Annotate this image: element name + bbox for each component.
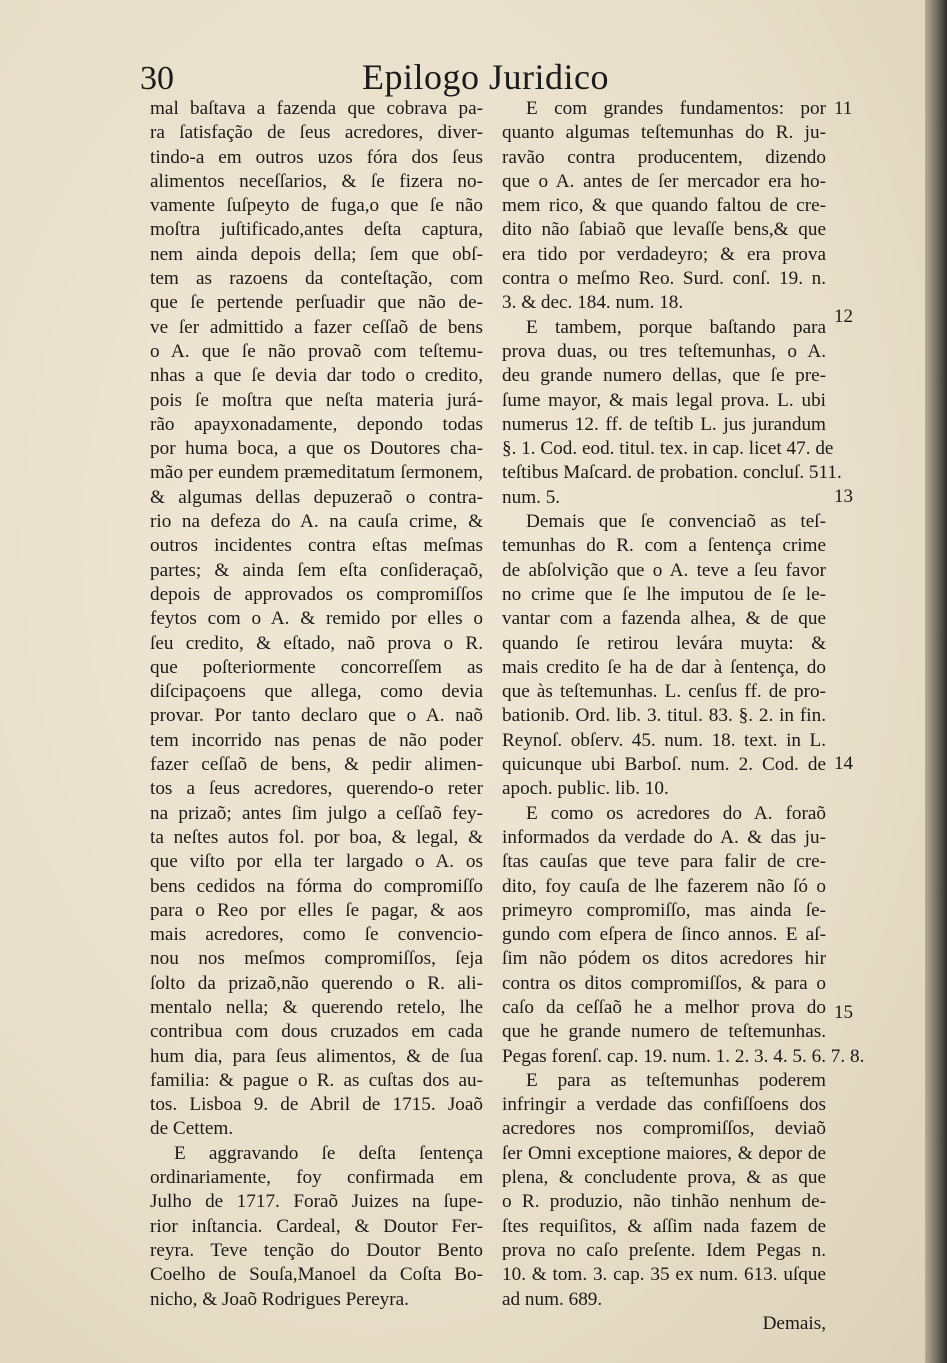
text-line: primeyro compromiſſo, mas ainda ſe- [502,899,826,921]
running-title: Epilogo Juridico [362,57,609,97]
text-line: ſim não pódem os ditos acredores hir [502,948,826,970]
text-line: hum dia, para ſeus alimentos, & de ſua [150,1045,483,1067]
text-line: mentalo nella; & querendo retelo, lhe [150,996,483,1018]
text-line: que ſe pertende perſuadir que não de- [150,292,483,314]
text-line: tem incorrido nas penas de não poder [150,729,483,751]
text-line: ſolto da prizaõ,não querendo o R. ali- [150,972,483,994]
text-line: Demais, [762,1312,826,1334]
text-line: teſtibus Maſcard. de probation. concluſ. 511. [502,462,842,484]
text-line: reyra. Teve tenção do Doutor Bento [150,1239,483,1261]
text-line: mão per eundem præmeditatum ſermonem, [150,462,483,484]
text-line: num. 5. [502,486,561,508]
text-line: ad num. 689. [502,1288,603,1310]
text-line: & algumas dellas depuzeraõ o contra- [150,486,483,508]
text-line: contra o meſmo Reo. Surd. conſ. 19. n. [502,268,826,290]
text-line: mais acredores, como ſe convencio- [150,924,483,946]
text-line: mais credito ſe ha de dar à ſentença, do [502,656,826,678]
text-line: familia: & pague o R. as cuſtas dos au- [150,1069,483,1091]
text-line: dito não ſabiaõ que levaſſe bens,& que [502,219,826,241]
text-line: nicho, & Joaõ Rodrigues Pereyra. [150,1288,409,1310]
text-line: para o Reo por elles ſe pagar, & aos [150,899,483,921]
text-line: de Cettem. [150,1118,234,1140]
text-line: depois de approvados os compromiſſos [150,583,483,605]
text-line: tos. Lisboa 9. de Abril de 1715. Joaõ [150,1094,483,1116]
text-line: mal baſtava a fazenda que cobrava pa- [150,98,483,119]
text-line: por huma boca, a que os Doutores cha- [150,438,483,460]
text-line: rão apayxonadamente, depondo todas [150,413,483,435]
text-line: Pegas forenſ. cap. 19. num. 1. 2. 3. 4. 5. 6. 7. 8. [502,1045,865,1067]
text-line: bationib. Ord. lib. 3. titul. 83. §. 2. in fin. [502,705,826,727]
text-line: ravão contra producentem, dizendo [502,146,826,168]
text-line: tindo-a em outros uzos fóra dos ſeus [150,146,483,168]
text-line: provar. Por tanto declaro que o A. naõ [150,705,483,727]
text-line: deu grande numero dellas, que ſe pre- [502,365,826,387]
marginal-number: 13 [834,486,853,507]
text-line: contribua com dous cruzados em cada [150,1021,483,1043]
left-column [150,97,483,1312]
text-line: dito, foy cauſa de lhe fazerem não ſó o [502,875,826,897]
text-line: era tido por verdadeyro; & era prova [502,243,826,265]
text-line: prova no caſo preſente. Idem Pegas n. [502,1239,826,1261]
text-line: 10. & tom. 3. cap. 35 ex num. 613. uſque [502,1264,826,1286]
text-line: ta neſtes autos fol. por boa, & legal, & [150,826,483,848]
page-edge [925,0,947,1363]
text-line: numerus 12. ff. de teſtib L. jus jurandum [502,413,826,435]
text-line: rio na defeza do A. na cauſa crime, & [150,511,483,533]
text-line: que poſteriormente concorreſſem as [150,656,483,678]
text-line: nou nos meſmos compromiſſos, ſeja [150,948,483,970]
text-line: caſo da ceſſaõ he a melhor prova do [502,996,826,1018]
text-line: Demais que ſe convenciaõ as teſ- [526,511,826,533]
text-line: na prizaõ; antes ſim julgo a ceſſaõ fey- [150,802,483,824]
text-line: o R. produzio, não tinhão nenhum de- [502,1191,826,1213]
text-line: alimentos neceſſarios, & ſe fizera no- [150,170,483,192]
text-line: prova duas, ou tres teſtemunhas, o A. [502,340,826,362]
marginal-number: 12 [834,306,853,327]
text-line: infringir a verdade das confiſſoens dos [502,1094,826,1116]
text-line: rior inſtancia. Cardeal, & Doutor Fer- [150,1215,483,1237]
text-line: no crime que ſe lhe imputou de ſe le- [502,583,826,605]
text-line: gundo com eſpera de ſinco annos. E aſ- [502,924,826,946]
text-line: diſcipaçoens que allega, como devia [150,681,483,703]
text-line: nhas a que ſe devia dar todo o credito, [150,365,483,387]
text-line: quando ſe retirou levára muyta: & [502,632,826,654]
text-line: temunhas do R. com a ſentença crime [502,535,826,557]
text-line: partes; & ainda ſem eſta conſideraçaõ, [150,559,483,581]
text-line: que às teſtemunhas. L. cenſus ff. de pro- [502,681,826,703]
text-line: quanto algumas teſtemunhas do R. ju- [502,122,826,144]
text-line: E como os acredores do A. foraõ [526,802,826,824]
marginal-number: 11 [834,98,853,119]
text-line: ve ſer admittido a fazer ceſſaõ de bens [150,316,483,338]
text-line: Reynoſ. obſerv. 45. num. 18. text. in L. [502,729,826,751]
text-line: E aggravando ſe deſta ſentença [174,1142,483,1164]
text-line: ordinariamente, foy confirmada em [150,1167,483,1189]
text-line: feytos com o A. & remido por elles o [150,608,483,630]
text-line: nem ainda depois della; ſem que obſ- [150,243,483,265]
text-line: ſeu credito, & eſtado, naõ prova o R. [150,632,483,654]
text-line: Coelho de Souſa,Manoel da Coſta Bo- [150,1264,483,1286]
text-line: §. 1. Cod. eod. titul. tex. in cap. licet 47. de [502,438,834,460]
text-line: que viſto por ella ter largado o A. os [150,851,483,873]
text-line: tem as razoens da conteſtação, com [150,268,483,290]
text-line: E tambem, porque baſtando para [526,316,826,338]
text-line: ſer Omni exceptione maiores, & depor de [502,1142,826,1164]
text-line: contra os ditos compromiſſos, & para o [502,972,826,994]
text-line: 3. & dec. 184. num. 18. [502,292,684,314]
text-line: tos a ſeus acredores, querendo-o reter [150,778,483,800]
text-line: bens cedidos na fórma do compromiſſo [150,875,483,897]
text-line: moſtra juſtificado,antes deſta captura, [150,219,483,241]
text-line: quicunque ubi Barboſ. num. 2. Cod. de [502,754,826,776]
text-line: que o A. antes de ſer mercador era ho- [502,170,826,192]
text-line: que he grande numero de teſtemunhas. [502,1021,826,1043]
text-line: ſtas cauſas que teve para falir de cre- [502,851,826,873]
page-number: 30 [140,60,174,97]
marginal-number: 15 [834,1002,853,1023]
text-line: ſume mayor, & mais legal prova. L. ubi [502,389,826,411]
text-line: informados da verdade do A. & das ju- [502,826,826,848]
text-line: fazer ceſſaõ de bens, & pedir alimen- [150,754,483,776]
text-line: ſtes requiſitos, & aſſim nada fazem de [502,1215,826,1237]
text-line: E com grandes fundamentos: por [526,98,826,119]
text-line: o A. que ſe não provaõ com teſtemu- [150,340,483,362]
text-line: outros incidentes contra eſtas meſmas [150,535,483,557]
text-line: vantar com a fazenda alhea, & de que [502,608,826,630]
text-line: Julho de 1717. Foraõ Juizes na ſupe- [150,1191,483,1213]
text-line: E para as teſtemunhas poderem [526,1069,826,1091]
text-line: acredores nos compromiſſos, deviaõ [502,1118,826,1140]
text-line: ra ſatisfação de ſeus acredores, diver- [150,122,483,144]
text-line: apoch. public. lib. 10. [502,778,669,800]
text-line: de abſolvição que o A. teve a ſeu favor [502,559,826,581]
text-line: pois ſe moſtra que neſta materia jurá- [150,389,483,411]
marginal-number: 14 [834,753,853,774]
text-line: plena, & concludente prova, & as que [502,1167,826,1189]
text-line: mem rico, & que quando faltou de cre- [502,195,826,217]
text-line: vamente ſuſpeyto de fuga,o que ſe não [150,195,483,217]
